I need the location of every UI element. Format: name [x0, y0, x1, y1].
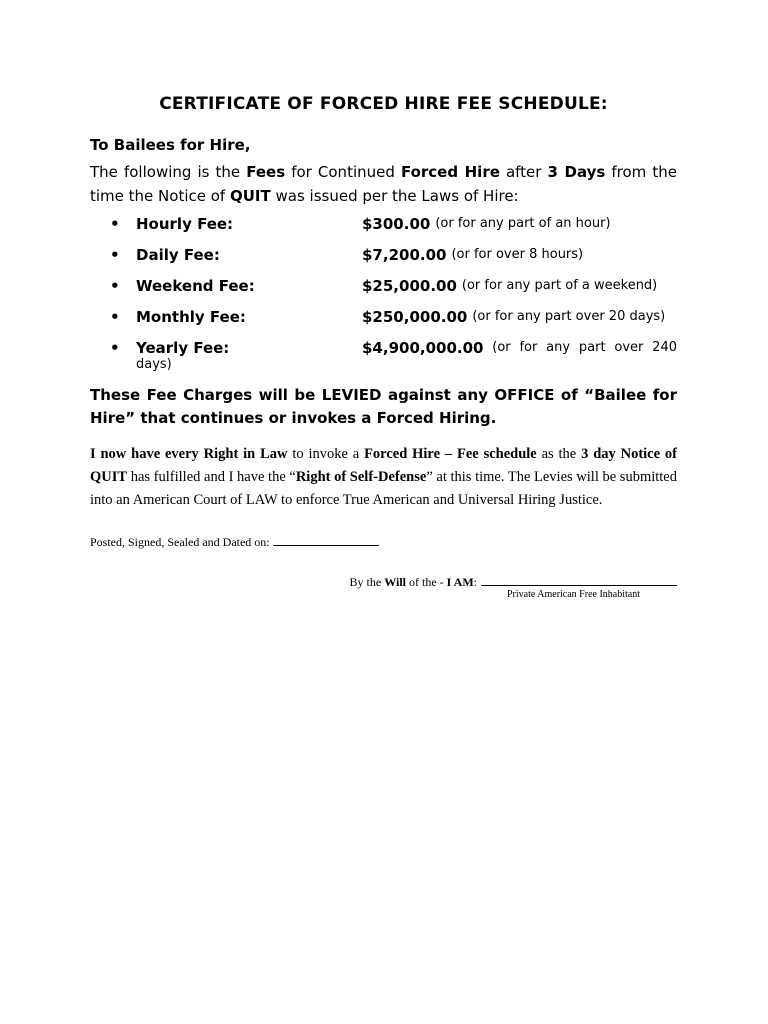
- intro-text-1: The following is the: [90, 163, 247, 181]
- bullet-icon: •: [110, 277, 120, 295]
- rights-text-3: has fulfilled and I have the “: [127, 469, 296, 485]
- intro-bold-3-days: 3 Days: [547, 163, 606, 181]
- intro-bold-fees: Fees: [246, 163, 286, 181]
- rights-bold-2: Forced Hire – Fee schedule: [364, 446, 537, 462]
- signature-caption: Private American Free Inhabitant: [506, 589, 640, 600]
- fee-note-word: any: [546, 340, 571, 355]
- fee-label: Yearly Fee:: [136, 339, 230, 357]
- signature-text-3: :: [473, 575, 477, 589]
- fee-amount: $250,000.00: [362, 308, 468, 326]
- intro-bold-forced-hire: Forced Hire: [400, 163, 500, 181]
- fee-note-word: 240: [652, 340, 677, 355]
- document-page: [90, 92, 677, 601]
- fee-note: (or for any part of an hour): [435, 216, 611, 231]
- fee-amount: $25,000.00: [362, 277, 457, 295]
- fee-note-word: part: [578, 340, 606, 355]
- bullet-icon: •: [110, 215, 120, 233]
- posted-label: Posted, Signed, Sealed and Dated on:: [90, 535, 270, 549]
- rights-bold-3: 3 day Notice of QUIT: [90, 446, 677, 485]
- levied-statement: These Fee Charges will be LEVIED against any OFFICE of “Bailee for Hire” that continues or invokes a Forced Hiring.: [90, 386, 677, 427]
- bullet-icon: •: [110, 308, 120, 326]
- fee-item-daily: [90, 243, 677, 274]
- intro-text-3: after: [499, 163, 548, 181]
- intro-paragraph: [90, 160, 677, 208]
- fee-note-wrap: days): [136, 357, 172, 372]
- fee-note-word: for: [519, 340, 538, 355]
- rights-text-4: ” at this time. The Levies will be submitted into an American Court of LAW to enforce True American and Universal Hiring Justice.: [90, 469, 677, 508]
- document-title: CERTIFICATE OF FORCED HIRE FEE SCHEDULE:: [159, 94, 608, 114]
- signature-text-1: By the: [349, 575, 385, 589]
- rights-bold-1: I now have every Right in Law: [90, 446, 288, 462]
- fee-amount-and-note: [362, 336, 677, 360]
- bullet-icon: •: [110, 246, 120, 264]
- fee-label: Hourly Fee:: [136, 215, 234, 233]
- fee-note: (or for over 8 hours): [451, 247, 584, 262]
- fee-list: [90, 212, 677, 376]
- fee-amount: $7,200.00: [362, 246, 447, 264]
- rights-text-1: to invoke a: [287, 446, 365, 462]
- intro-text-5: was issued per the Laws of Hire:: [270, 187, 519, 205]
- signature-bold-i-am: I AM: [446, 575, 474, 589]
- rights-bold-4: Right of Self-Defense: [295, 469, 427, 485]
- fee-label: Weekend Fee:: [136, 277, 255, 295]
- posted-signed-line: [90, 534, 677, 550]
- fee-note-word: over: [614, 340, 644, 355]
- salutation: To Bailees for Hire,: [90, 136, 251, 154]
- fee-item-yearly: [90, 336, 677, 376]
- date-blank-line: [273, 534, 379, 546]
- signature-bold-will: Will: [384, 575, 406, 589]
- fee-note: (or for any part of a weekend): [461, 278, 658, 293]
- intro-text-4: from the time the Notice of: [90, 163, 677, 205]
- fee-note-word: (or: [492, 340, 511, 355]
- fee-amount: $4,900,000.00: [362, 339, 484, 357]
- bullet-icon: •: [110, 339, 120, 357]
- signature-text-2: of the -: [406, 575, 447, 589]
- fee-item-weekend: [90, 274, 677, 305]
- fee-note: (or for any part over 20 days): [472, 309, 666, 324]
- fee-amount: $300.00: [362, 215, 431, 233]
- fee-label: Monthly Fee:: [136, 308, 246, 326]
- fee-item-monthly: [90, 305, 677, 336]
- intro-bold-quit: QUIT: [229, 187, 271, 205]
- signature-line: [90, 573, 677, 590]
- signature-blank-line: [481, 573, 677, 586]
- fee-item-hourly: [90, 212, 677, 243]
- fee-label: Daily Fee:: [136, 246, 220, 264]
- rights-paragraph: [90, 443, 677, 512]
- rights-text-2: as the: [536, 446, 582, 462]
- intro-text-2: for Continued: [285, 163, 401, 181]
